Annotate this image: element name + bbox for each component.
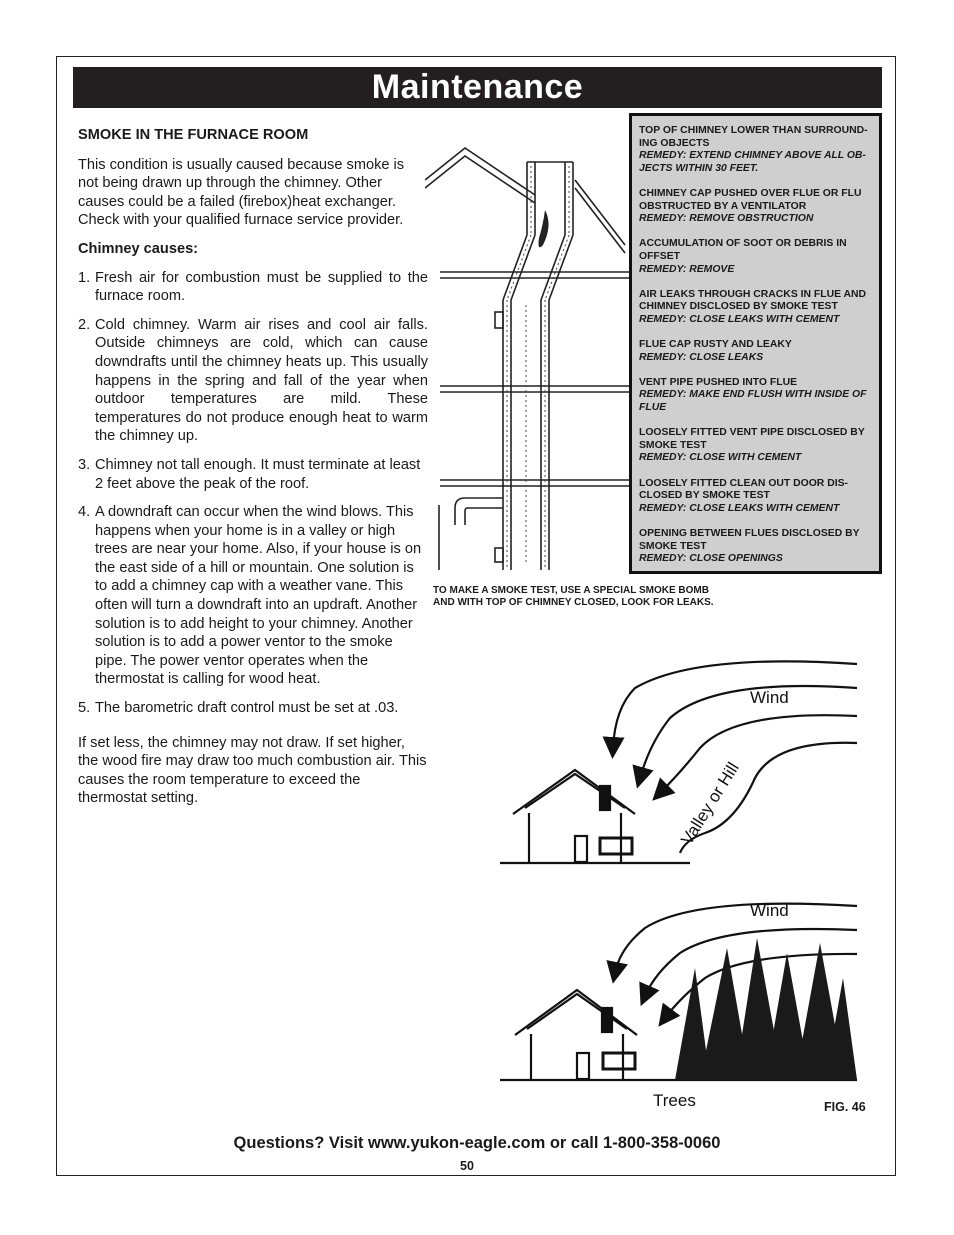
trees-label: Trees [653,1091,696,1110]
list-item [639,528,875,566]
remedies-box [629,113,882,574]
list-item [639,125,875,175]
chimney-illustration [425,140,630,580]
wind-label-top: Wind [750,688,789,707]
section-heading: SMOKE IN THE FURNACE ROOM [78,127,309,143]
remedy-text: REMEDY: CLOSE LEAKS [639,351,764,363]
remedy-text: REMEDY: REMOVE [639,263,735,275]
wind-label-bottom: Wind [750,901,789,920]
cause-text: CHIMNEY CAP PUSHED OVER FLUE OR FLU OBSTRUCTED BY A VENTILATOR [639,187,862,212]
wind-downdraft-illustration [495,648,865,1118]
list-text: Chimney not tall enough. It must terminate at least 2 feet above the peak of the roof. [95,456,421,492]
valley-label: Valley or Hill [677,758,743,849]
causes-list [78,269,428,718]
remedy-text: REMEDY: CLOSE LEAKS WITH CEMENT [639,502,840,514]
cause-text: TOP OF CHIMNEY LOWER THAN SURROUND-ING OBJECTS [639,125,868,149]
cause-text: LOOSELY FITTED VENT PIPE DISCLOSED BY SMOKE TEST [639,427,865,451]
list-item [639,188,875,226]
remedy-text: REMEDY: CLOSE OPENINGS [639,553,783,565]
list-item [639,478,875,516]
list-text: A downdraft can occur when the wind blows. This happens when your home is in a valley or high trees are near your home. Also, if your house is on the east side of a hill or mountain. One solution is to add a chimney cap with a weather vane. This often will turn a downdraft into an updraft. Another solution is to add height to your chimney. Another solution is to add a power ventor to the smoke pipe. The power ventor operates when the thermostat is calling for wood heat. [95,504,422,688]
remedy-text: REMEDY: CLOSE WITH CEMENT [639,452,802,464]
list-text: Fresh air for combustion must be supplied to the furnace room. [95,269,428,305]
list-item [78,503,428,689]
smoke-note-line: AND WITH TOP OF CHIMNEY CLOSED, LOOK FOR LEAKS. [433,597,714,608]
remedy-text: REMEDY: CLOSE LEAKS WITH CEMENT [639,313,840,325]
list-item [78,456,428,493]
cause-text: FLUE CAP RUSTY AND LEAKY [639,339,792,351]
page-number: 50 [460,1159,474,1173]
cause-text: AIR LEAKS THROUGH CRACKS IN FLUE AND CHIMNEY DISCLOSED BY SMOKE TEST [639,288,867,313]
list-number: 1. [78,269,91,286]
smoke-note-line: TO MAKE A SMOKE TEST, USE A SPECIAL SMOKE BOMB [433,585,709,596]
list-item [639,427,875,465]
list-number: 3. [78,456,91,473]
list-item [639,289,875,327]
page-title: Maintenance [73,67,882,108]
remedy-text: REMEDY: REMOVE OBSTRUCTION [639,213,814,225]
figure-label: FIG. 46 [824,1100,866,1114]
cause-text: ACCUMULATION OF SOOT OR DEBRIS IN OFFSET [639,238,847,262]
list-item [78,316,428,446]
list-number: 4. [78,504,91,521]
smoke-test-note [433,585,763,609]
footer-contact: Questions? Visit www.yukon-eagle.com or call 1-800-358-0060 [233,1134,721,1152]
left-column [78,126,428,808]
chimney-causes-heading: Chimney causes: [78,240,199,257]
remedy-text: REMEDY: MAKE END FLUSH WITH INSIDE OF FLUE [639,389,867,414]
remedy-text: REMEDY: EXTEND CHIMNEY ABOVE ALL OB-JECTS WITHIN 30 FEET. [639,150,866,174]
list-item [639,377,875,415]
cause-text: LOOSELY FITTED CLEAN OUT DOOR DIS-CLOSED BY SMOKE TEST [639,477,848,502]
intro-paragraph: This condition is usually caused because smoke is not being drawn up through the chimney. Other causes could be a failed (firebox)heat exchanger. Check with your qualified furnace service provider. [78,156,405,229]
list-number: 5. [78,700,91,717]
list-item [639,339,875,364]
list-item [78,269,428,306]
cause-text: VENT PIPE PUSHED INTO FLUE [639,376,798,388]
list-item [78,699,428,718]
cause-text: OPENING BETWEEN FLUES DISCLOSED BY SMOKE TEST [639,528,860,552]
closing-paragraph: If set less, the chimney may not draw. If set higher, the wood fire may draw too much combustion air. This causes the room temperature to exceed the thermostat setting. [78,734,427,807]
list-item [639,238,875,276]
list-number: 2. [78,316,91,333]
list-text: Cold chimney. Warm air rises and cool air falls. Outside chimneys are cold, which can cause downdrafts until the chimney heats up. This usually happens in the spring and fall of the year when outdoor temperatures are mild. These temperatures do not produce enough heat to warm the chimney up. [95,316,428,445]
list-text: The barometric draft control must be set at .03. [95,700,399,717]
